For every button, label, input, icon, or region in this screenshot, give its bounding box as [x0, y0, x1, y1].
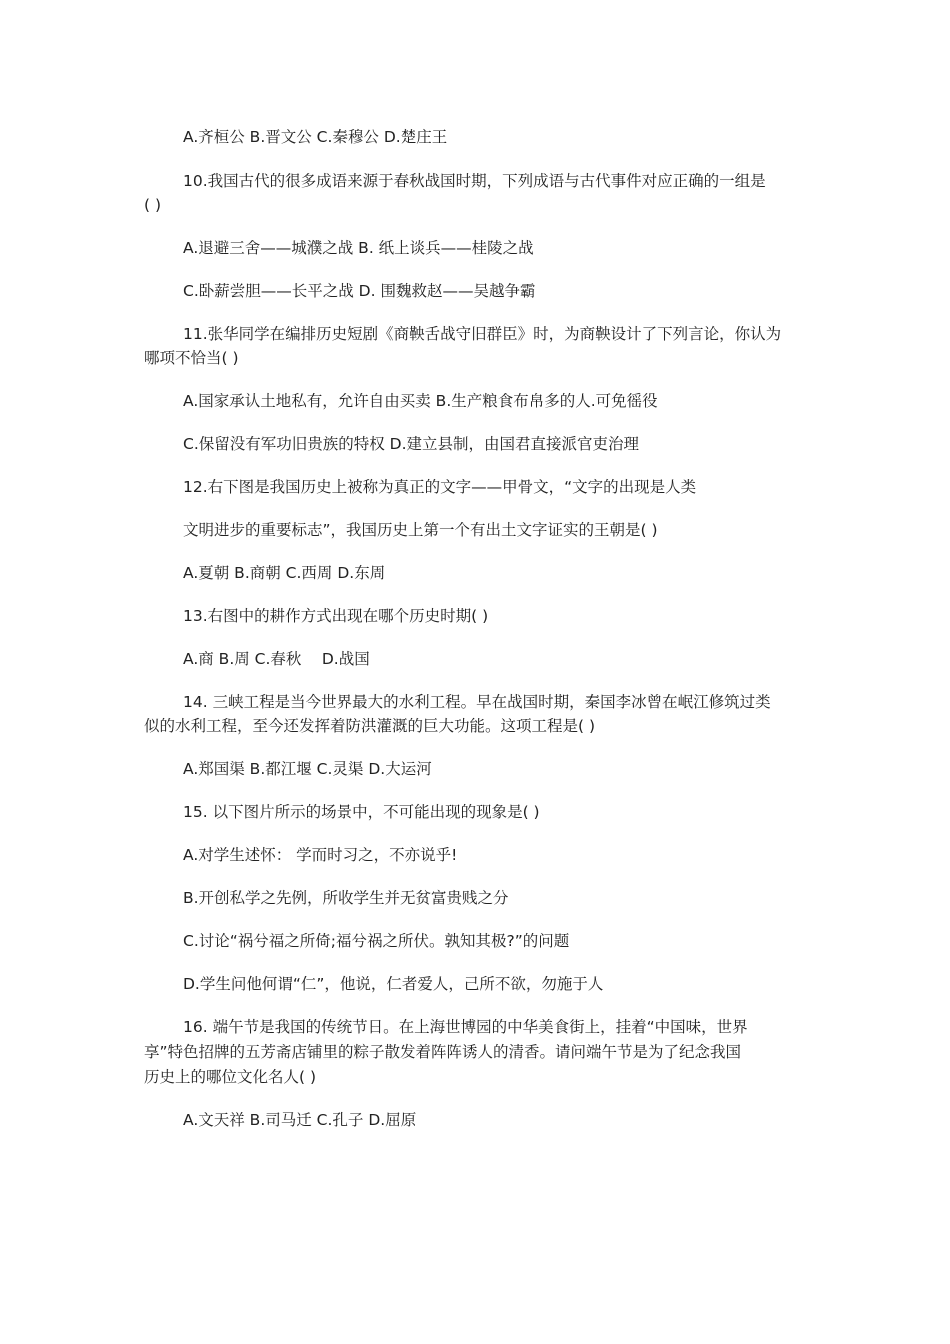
q12-stem-cont: 文明进步的重要标志”，我国历史上第一个有出土文字证实的王朝是( ) [183, 521, 658, 539]
q9-options: A.齐桓公 B.晋文公 C.秦穆公 D.楚庄王 [183, 128, 448, 146]
q15-option-a: A.对学生述怀： 学而时习之，不亦说乎! [183, 846, 458, 864]
q11-options-ab: A.国家承认土地私有，允许自由买卖 B.生产粮食布帛多的人.可免徭役 [183, 392, 658, 410]
q14-options: A.郑国渠 B.都江堰 C.灵渠 D.大运河 [183, 760, 432, 778]
q10-options-ab: A.退避三舍——城濮之战 B. 纸上谈兵——桂陵之战 [183, 239, 534, 257]
q15-option-c: C.讨论“祸兮福之所倚;福兮祸之所伏。孰知其极?”的问题 [183, 932, 570, 950]
q15-option-d: D.学生问他何谓“仁”，他说，仁者爱人，己所不欲，勿施于人 [183, 975, 604, 993]
q11-stem-cont: 哪项不恰当( ) [144, 349, 239, 367]
q16-stem: 16. 端午节是我国的传统节日。在上海世博园的中华美食街上，挂着“中国味，世界 [183, 1018, 748, 1036]
q13-options: A.商 B.周 C.春秋 D.战国 [183, 650, 370, 668]
q12-options: A.夏朝 B.商朝 C.西周 D.东周 [183, 564, 386, 582]
q13-stem: 13.右图中的耕作方式出现在哪个历史时期( ) [183, 607, 489, 625]
q11-stem: 11.张华同学在编排历史短剧《商鞅舌战守旧群臣》时，为商鞅设计了下列言论，你认为 [183, 325, 782, 343]
q10-stem: 10.我国古代的很多成语来源于春秋战国时期，下列成语与古代事件对应正确的一组是 [183, 172, 766, 190]
q14-stem-cont: 似的水利工程，至今还发挥着防洪灌溉的巨大功能。这项工程是( ) [144, 717, 596, 735]
q15-stem: 15. 以下图片所示的场景中，不可能出现的现象是( ) [183, 803, 540, 821]
q14-stem: 14. 三峡工程是当今世界最大的水利工程。早在战国时期，秦国李冰曾在岷江修筑过类 [183, 693, 771, 711]
q15-option-b: B.开创私学之先例，所收学生并无贫富贵贱之分 [183, 889, 509, 907]
q16-stem-cont-2: 历史上的哪位文化名人( ) [144, 1068, 317, 1086]
q11-options-cd: C.保留没有军功旧贵族的特权 D.建立县制，由国君直接派官吏治理 [183, 435, 640, 453]
q10-options-cd: C.卧薪尝胆——长平之战 D. 围魏救赵——吴越争霸 [183, 282, 536, 300]
q12-stem: 12.右下图是我国历史上被称为真正的文字——甲骨文，“文字的出现是人类 [183, 478, 697, 496]
q10-stem-cont: ( ) [144, 196, 162, 214]
q16-stem-cont-1: 享”特色招牌的五芳斋店铺里的粽子散发着阵阵诱人的清香。请问端午节是为了纪念我国 [144, 1043, 742, 1061]
q16-options: A.文天祥 B.司马迁 C.孔子 D.屈原 [183, 1111, 417, 1129]
